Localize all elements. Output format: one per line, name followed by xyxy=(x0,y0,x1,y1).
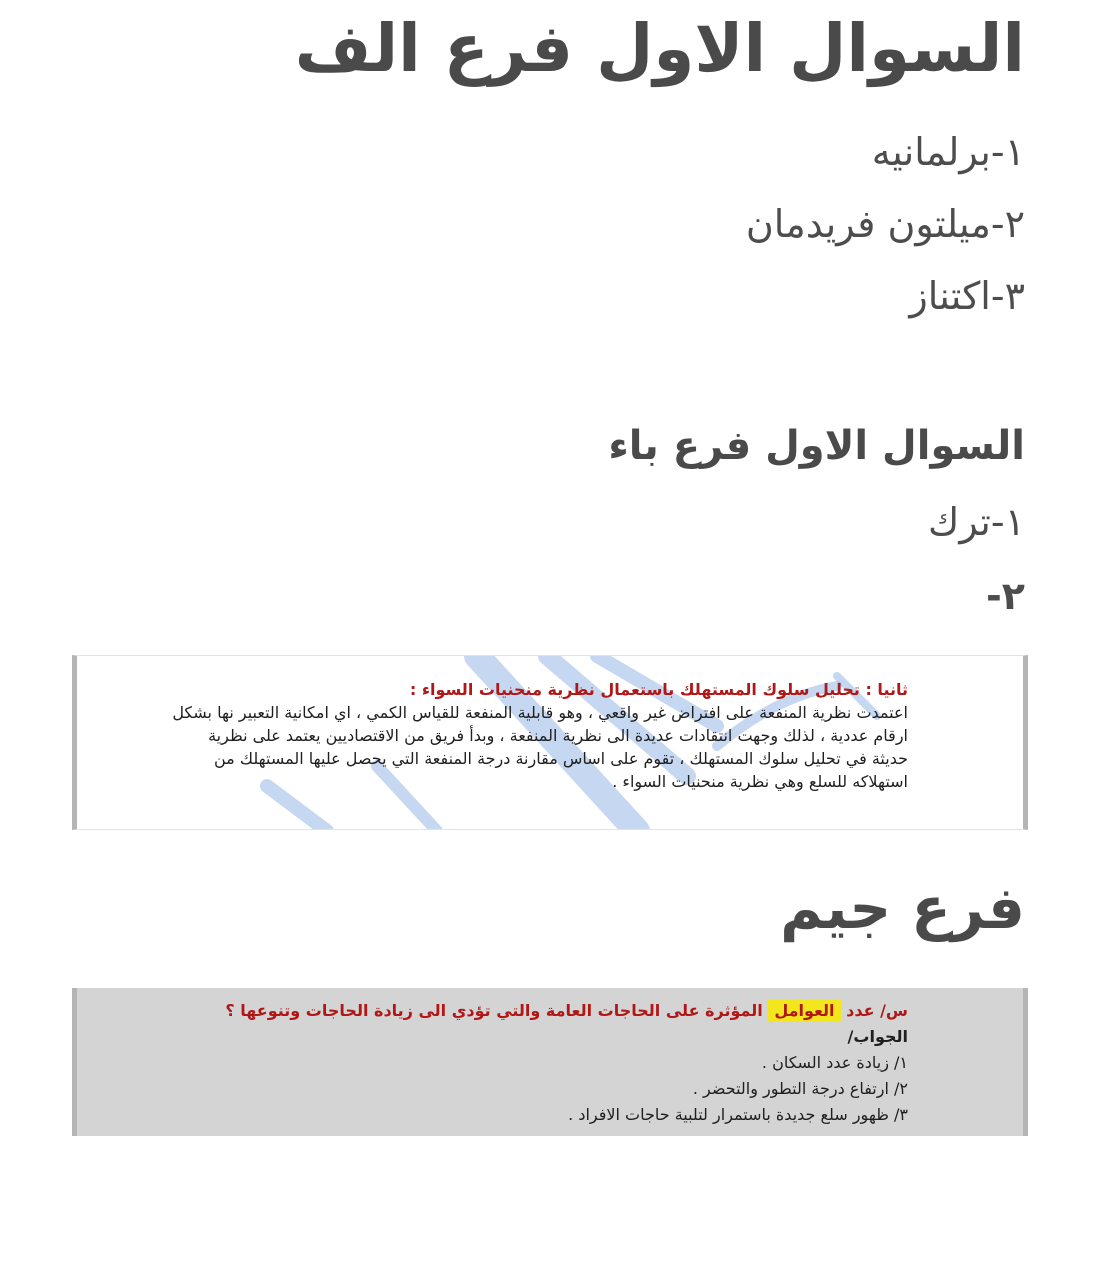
excerpt-line-1: اعتمدت نظرية المنفعة على افتراض غير واقعي ، وهو قابلية المنفعة للقياس الكمي ، اي امكانية التعبير نها بشكل xyxy=(172,703,908,722)
factors-question xyxy=(108,998,908,1024)
answer-3: ٣/ ظهور سلع جديدة باستمرار لتلبية حاجات الافراد . xyxy=(568,1105,908,1124)
excerpt-line-3: حديثة في تحليل سلوك المستهلك ، تقوم على اساس مقارنة درجة المنفعة التي يحصل عليها المستهلك من xyxy=(214,749,908,768)
section-a-item-2: ٢-ميلتون فريدمان xyxy=(745,202,1025,246)
answer-2: ٢/ ارتفاع درجة التطور والتحضر . xyxy=(692,1079,908,1098)
question-rest: المؤثرة على الحاجات العامة والتي تؤدي الى زيادة الحاجات وتنوعها ؟ xyxy=(225,1001,769,1020)
excerpt-line-2: ارقام عددية ، لذلك وجهت انتقادات عديدة الى نظرية المنفعة ، وبدأ فريق من الاقتصاديين يعتمد على نظرية xyxy=(208,726,908,745)
section-c-title: فرع جيم xyxy=(780,874,1025,942)
excerpt-line-4: استهلاكه للسلع وهي نظرية منحنيات السواء . xyxy=(612,772,908,791)
answer-1: ١/ زيادة عدد السكان . xyxy=(761,1053,908,1072)
answer-label: الجواب/ xyxy=(847,1027,908,1046)
question-highlight: العوامل xyxy=(768,999,840,1022)
section-a-title: السوال الاول فرع الف xyxy=(294,10,1025,87)
excerpt-heading: ثانيا : تحليل سلوك المستهلك باستعمال نظرية منحنيات السواء : xyxy=(409,680,908,699)
excerpt-box-indifference xyxy=(72,655,1028,830)
section-a-item-1: ١-برلمانيه xyxy=(871,130,1025,174)
section-a-item-3: ٣-اكتناز xyxy=(909,274,1025,318)
question-prefix: س/ عدد xyxy=(840,1001,908,1020)
excerpt-text xyxy=(108,678,908,793)
section-b-title: السوال الاول فرع باء xyxy=(608,423,1025,469)
factors-text xyxy=(108,998,908,1128)
section-b-item-1: ١-ترك xyxy=(928,500,1025,544)
section-b-item-2: ٢- xyxy=(986,574,1025,618)
excerpt-box-factors xyxy=(72,988,1028,1136)
